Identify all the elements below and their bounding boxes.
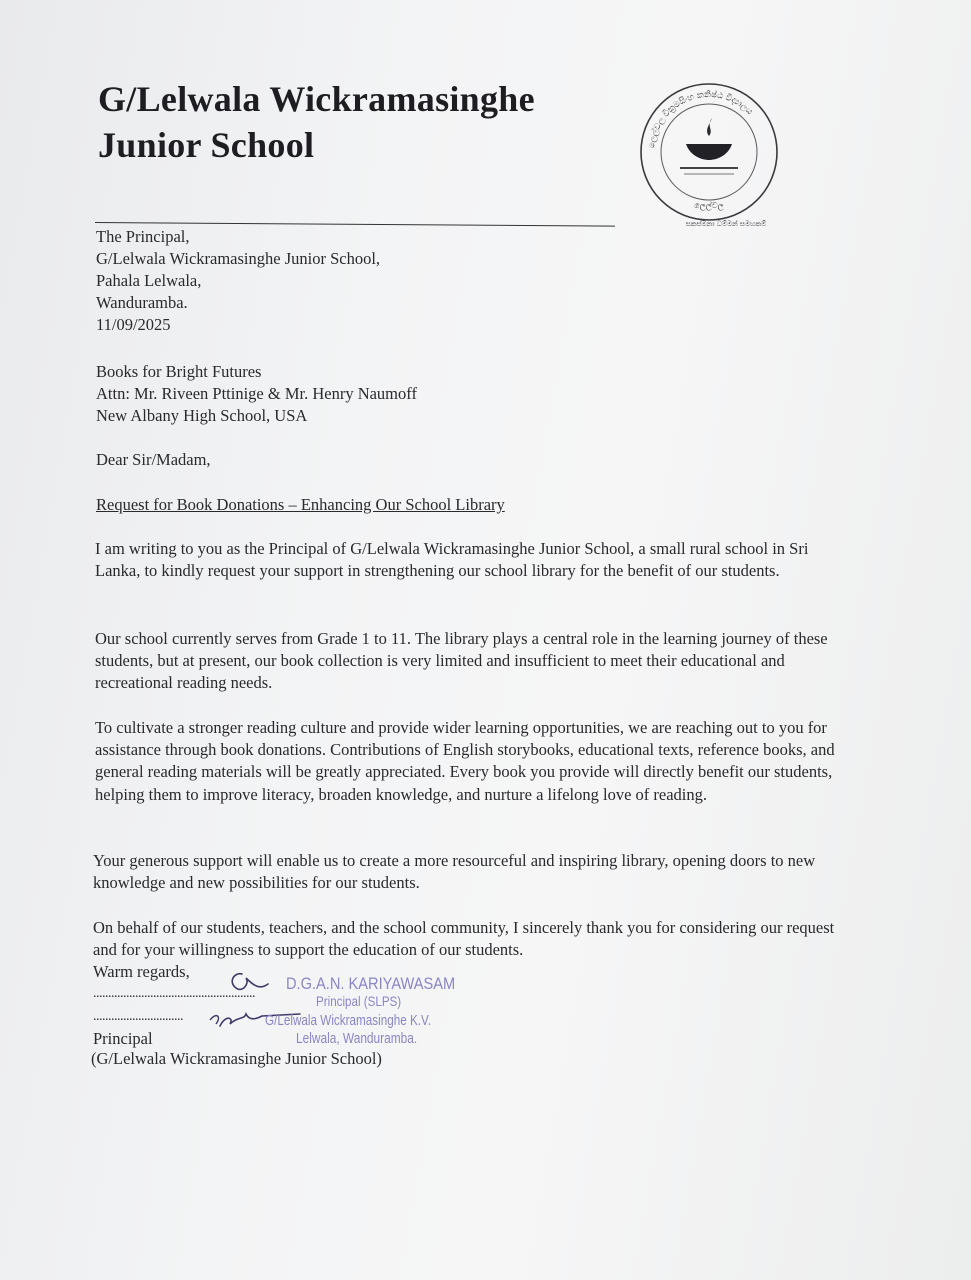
signatory-title: Principal [93, 1029, 153, 1048]
sender-line-2: G/Lelwala Wickramasinghe Junior School, [96, 249, 381, 268]
body-paragraph-5: On behalf of our students, teachers, and the school community, I sincerely thank you for considering our request and for your willingness to support the education of our students. [93, 918, 835, 960]
body-paragraph-3: To cultivate a stronger reading culture and provide wider learning opportunities, we are reaching out to you for assistance through book donations. Contributions of English storybooks, educational texts, reference books, and general reading materials will be greatly appreciated. Every book you provide will directly benefit our students, helping them to improve literacy, broaden knowledge, and nurture a lifelong love of reading. [95, 718, 835, 804]
letter-subject: Request for Book Donations – Enhancing Our School Library [96, 495, 505, 514]
school-letterhead-title [98, 76, 535, 168]
recipient-address [96, 361, 417, 427]
school-name-line1: G/Lelwala Wickramasinghe [98, 79, 535, 119]
body-paragraph-4: Your generous support will enable us to create a more resourceful and inspiring library, opening doors to new knowledge and new possibilities for our students. [93, 851, 816, 893]
sender-line-4: Wanduramba. [96, 293, 188, 312]
letter-date: 11/09/2025 [96, 315, 171, 334]
recipient-line-2: Attn: Mr. Riveen Pttinige & Mr. Henry Naumoff [96, 384, 417, 403]
stamp-designation: Principal (SLPS) [316, 994, 402, 1009]
signature-line-dots: ...................................................... [93, 986, 255, 1001]
signatory-school: (G/Lelwala Wickramasinghe Junior School) [91, 1049, 382, 1068]
signature-line-dots-2: .............................. [93, 1009, 183, 1024]
body-paragraph-2: Our school currently serves from Grade 1 to 11. The library plays a central role in the learning journey of these students, but at present, our book collection is very limited and insufficient to meet their educational and recreational reading needs. [95, 629, 828, 693]
oil-lamp-icon [686, 144, 732, 160]
seal-bottom-text: ලෙල්වල [694, 201, 724, 210]
seal-ring-text: ලෙල්වල වික්‍රමසිංහ කනිෂ්ඨ විද්‍යාලය [646, 89, 755, 150]
body-paragraph-1: I am writing to you as the Principal of G/Lelwala Wickramasinghe Junior School, a small rural school in Sri Lanka, to kindly request your support in strengthening our school library for the benefit of our students. [95, 539, 809, 581]
stamp-school: G/Lelwala Wickramasinghe K.V. [265, 1012, 432, 1029]
stamp-name: D.G.A.N. KARIYAWASAM [286, 974, 456, 993]
sender-line-3: Pahala Lelwala, [96, 271, 202, 290]
salutation: Dear Sir/Madam, [96, 450, 211, 469]
sender-line-1: The Principal, [96, 227, 190, 246]
warm-regards: Warm regards, [93, 962, 190, 981]
school-seal-logo [636, 74, 782, 234]
svg-text:ලෙල්වල වික්‍රමසිංහ කනිෂ්ඨ විද් [647, 89, 755, 149]
school-name-line2: Junior School [98, 125, 315, 165]
recipient-line-1: Books for Bright Futures [96, 362, 262, 381]
seal-motto: සකස්මනා ධම්මන් සමහකම් [685, 220, 767, 228]
stamp-location: Lelwala, Wanduramba. [296, 1031, 418, 1047]
sender-address [96, 226, 380, 336]
recipient-line-3: New Albany High School, USA [96, 406, 308, 425]
lamp-flame-icon [707, 118, 712, 136]
